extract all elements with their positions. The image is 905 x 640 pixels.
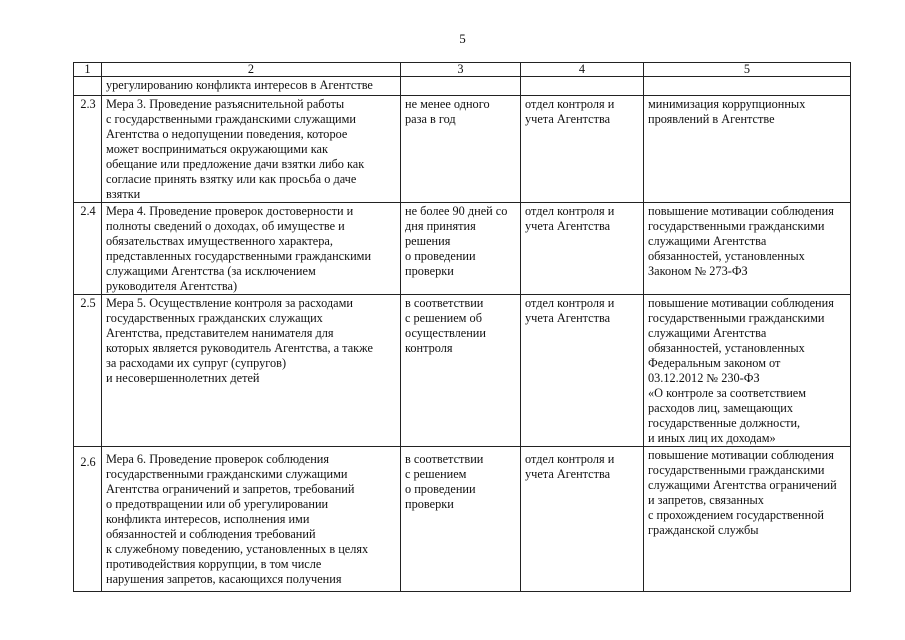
row-number: 2.4 <box>74 203 102 295</box>
result-cell <box>644 203 851 295</box>
row-number: 2.6 <box>74 447 102 592</box>
result-text: минимизация коррупционных проявлений в Агентстве <box>648 97 806 126</box>
row-number <box>74 77 102 96</box>
page-number: 5 <box>459 31 466 46</box>
responsible-text: отдел контроля и учета Агентства <box>525 296 615 325</box>
deadline-cell <box>401 77 521 96</box>
deadline-text: в соответствии с решением о проведении проверки <box>405 452 484 511</box>
column-header-1: 1 <box>74 63 102 77</box>
row-number: 2.5 <box>74 295 102 447</box>
row-number: 2.3 <box>74 96 102 203</box>
measure-text: Мера 4. Проведение проверок достоверности и полноты сведений о доходах, об имуществе и обязательствах имущественного характера, представленных государственными гражданскими служащими Агентства (за исключением руководителя Агентства) <box>106 204 372 293</box>
deadline-text: в соответствии с решением об осуществлении контроля <box>405 296 486 355</box>
deadline-cell <box>401 203 521 295</box>
measure-cell <box>102 295 401 447</box>
result-cell <box>644 295 851 447</box>
measure-cell <box>102 96 401 203</box>
measures-table <box>73 62 851 592</box>
deadline-text: не менее одного раза в год <box>405 97 490 126</box>
measure-text: Мера 5. Осуществление контроля за расходами государственных гражданских служащих Агентства, представителем нанимателя для которых является руководитель Агентства, а также за расходами их супруг (супругов) и несовершеннолетних детей <box>106 296 373 385</box>
measure-cell <box>102 447 401 592</box>
result-cell <box>644 447 851 592</box>
responsible-cell <box>521 295 644 447</box>
table-header-row <box>74 63 851 77</box>
responsible-cell <box>521 96 644 203</box>
table-row <box>74 447 851 592</box>
deadline-cell <box>401 96 521 203</box>
table-row <box>74 96 851 203</box>
deadline-cell <box>401 447 521 592</box>
measure-text: Мера 3. Проведение разъяснительной работы с государственными гражданскими служащими Агентства о недопущении поведения, которое может восприниматься окружающими как обещание или предложение дачи взятки либо как согласие принять взятку или как просьба о даче взятки <box>106 97 365 201</box>
column-header-4: 4 <box>521 63 644 77</box>
measure-text: Мера 6. Проведение проверок соблюдения государственными гражданскими служащими Агентства ограничений и запретов, требований о предотвращении или об урегулировании конфликта интересов, исполнения ими обязанностей и соблюдения требований к служебному поведению, установленных в целях противодействия коррупции, в том числе нарушения запретов, касающихся получения <box>106 452 369 586</box>
responsible-cell <box>521 447 644 592</box>
measure-text: урегулированию конфликта интересов в Агентстве <box>106 78 373 92</box>
responsible-cell <box>521 77 644 96</box>
responsible-text: отдел контроля и учета Агентства <box>525 452 615 481</box>
responsible-cell <box>521 203 644 295</box>
deadline-cell <box>401 295 521 447</box>
result-text: повышение мотивации соблюдения государственными гражданскими служащими Агентства обязанностей, установленных Федеральным законом от 03.12.2012 № 230-ФЗ «О контроле за соответствием расходов лиц, замещающих государственные должности, и иных лиц их доходам» <box>648 296 834 445</box>
measure-cell <box>102 77 401 96</box>
result-text: повышение мотивации соблюдения государственными гражданскими служащими Агентства обязанностей, установленных Законом № 273-ФЗ <box>648 204 834 278</box>
result-cell <box>644 77 851 96</box>
table-row-continuation <box>74 77 851 96</box>
result-cell <box>644 96 851 203</box>
column-header-3: 3 <box>401 63 521 77</box>
responsible-text: отдел контроля и учета Агентства <box>525 97 615 126</box>
deadline-text: не более 90 дней со дня принятия решения о проведении проверки <box>405 204 508 278</box>
table-row <box>74 203 851 295</box>
responsible-text: отдел контроля и учета Агентства <box>525 204 615 233</box>
table-row <box>74 295 851 447</box>
result-text: повышение мотивации соблюдения государственными гражданскими служащими Агентства ограничений и запретов, связанных с прохождением государственной гражданской службы <box>648 448 837 537</box>
column-header-5: 5 <box>644 63 851 77</box>
column-header-2: 2 <box>102 63 401 77</box>
measure-cell <box>102 203 401 295</box>
